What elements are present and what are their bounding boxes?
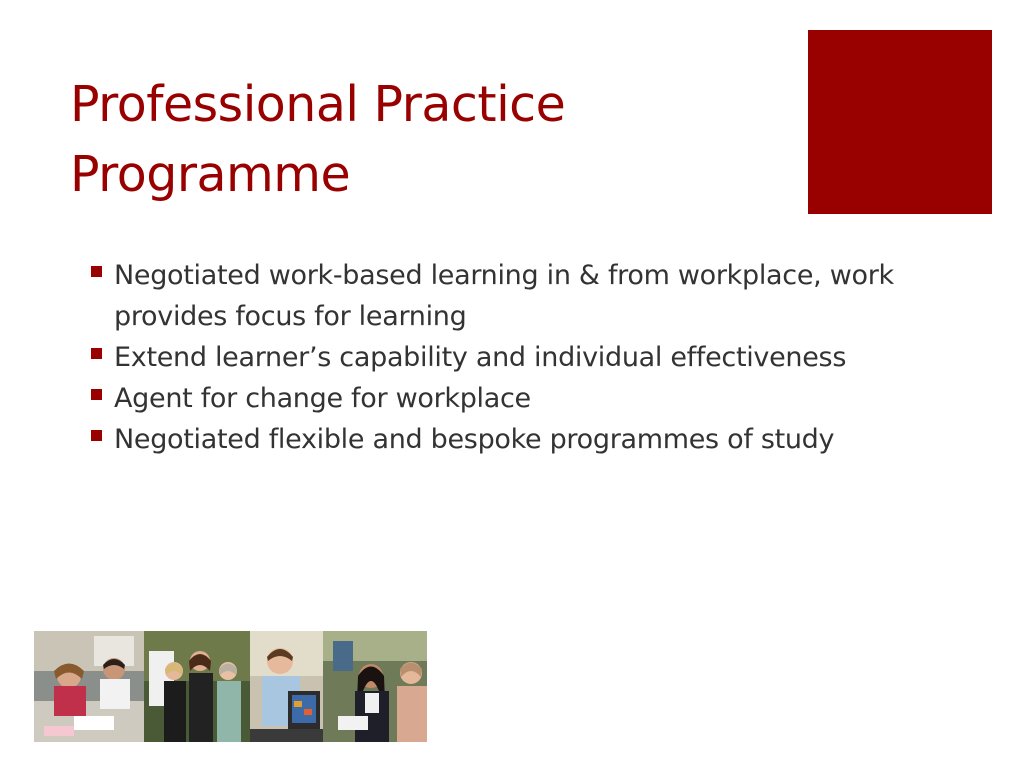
photo-smiling-learners <box>323 631 427 742</box>
accent-square <box>808 30 992 214</box>
photo-student-at-computer <box>250 631 323 742</box>
bullet-item <box>88 419 968 460</box>
square-bullet-icon <box>91 430 102 441</box>
bullet-text: Agent for change for workplace <box>114 383 531 414</box>
bullet-item <box>88 255 968 337</box>
square-bullet-icon <box>91 389 102 400</box>
square-bullet-icon <box>91 348 102 359</box>
photo-group-discussion <box>144 631 250 742</box>
bullet-item <box>88 378 968 419</box>
bullet-text: Extend learner’s capability and individual effectiveness <box>114 342 847 373</box>
photo-strip <box>34 631 427 742</box>
bullet-item <box>88 337 968 378</box>
slide-title: Professional Practice Programme <box>70 76 566 203</box>
bullet-text: Negotiated work-based learning in & from workplace, work provides focus for learning <box>114 260 894 332</box>
photo-learners-at-table <box>34 631 144 742</box>
bullet-list <box>88 255 968 460</box>
bullet-text: Negotiated flexible and bespoke programmes of study <box>114 424 835 455</box>
square-bullet-icon <box>91 266 102 277</box>
